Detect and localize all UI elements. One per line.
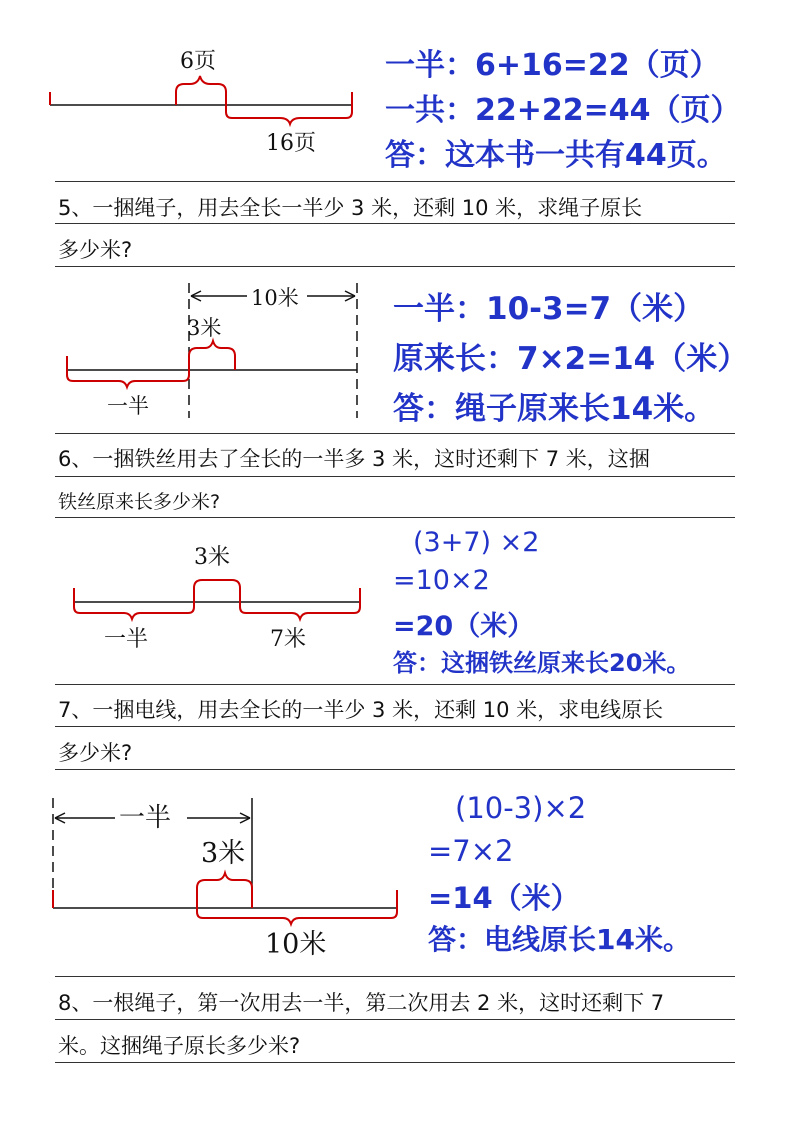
diagram-rope <box>55 278 375 428</box>
divider <box>55 1062 735 1063</box>
divider <box>55 684 735 685</box>
answer-line: 原来长：7×2=14（米） <box>393 341 749 377</box>
question-text: 米。这捆绳子原长多少米? <box>58 1034 301 1058</box>
question-text: 8、一根绳子，第一次用去一半，第二次用去 2 米，这时还剩下 7 <box>58 991 665 1015</box>
divider <box>55 266 735 267</box>
question-text: 多少米? <box>58 741 133 765</box>
answer-line: =14（米） <box>428 881 580 915</box>
divider <box>55 181 735 182</box>
divider <box>55 976 735 977</box>
divider <box>55 476 735 477</box>
diagram-book-pages <box>40 40 370 160</box>
answer-line: 答：这捆铁丝原来长20米。 <box>393 649 691 677</box>
answer-line: 一共：22+22=44（页） <box>385 93 741 128</box>
divider <box>55 726 735 727</box>
question-text: 6、一捆铁丝用去了全长的一半多 3 米，这时还剩下 7 米，这捆 <box>58 447 650 471</box>
label-10m: 10米 <box>251 286 299 310</box>
label-3m: 3米 <box>194 545 230 570</box>
answer-line: 答：绳子原来长14米。 <box>393 391 716 427</box>
answer-line: 答：这本书一共有44页。 <box>385 138 727 173</box>
answer-line: (3+7) ×2 <box>413 527 540 558</box>
divider <box>55 223 735 224</box>
divider <box>55 1019 735 1020</box>
divider <box>55 517 735 518</box>
question-text: 铁丝原来长多少米? <box>58 491 221 513</box>
answer-line: =7×2 <box>428 834 514 868</box>
answer-line: 一半：10-3=7（米） <box>393 291 705 327</box>
label-3m: 3米 <box>201 838 246 869</box>
label-half: 一半 <box>119 803 172 833</box>
answer-line: 答：电线原长14米。 <box>428 923 691 956</box>
label-half: 一半 <box>107 394 149 418</box>
label-10m: 10米 <box>265 929 327 960</box>
question-text: 7、一捆电线，用去全长的一半少 3 米，还剩 10 米，求电线原长 <box>58 698 664 722</box>
label-16-pages: 16页 <box>266 131 316 156</box>
question-text: 5、一捆绳子，用去全长一半少 3 米，还剩 10 米，求绳子原长 <box>58 196 643 220</box>
label-7m: 7米 <box>270 627 306 652</box>
divider <box>55 433 735 434</box>
label-3m: 3米 <box>187 316 222 340</box>
answer-line: 一半：6+16=22（页） <box>385 48 720 83</box>
diagram-wire <box>70 530 370 655</box>
label-6-pages: 6页 <box>180 49 216 74</box>
answer-line: =10×2 <box>393 565 490 596</box>
answer-line: =20（米） <box>393 611 535 642</box>
question-text: 多少米? <box>58 238 133 262</box>
divider <box>55 769 735 770</box>
label-half: 一半 <box>104 627 149 652</box>
answer-line: (10-3)×2 <box>455 791 587 825</box>
diagram-electric-wire <box>45 790 410 965</box>
